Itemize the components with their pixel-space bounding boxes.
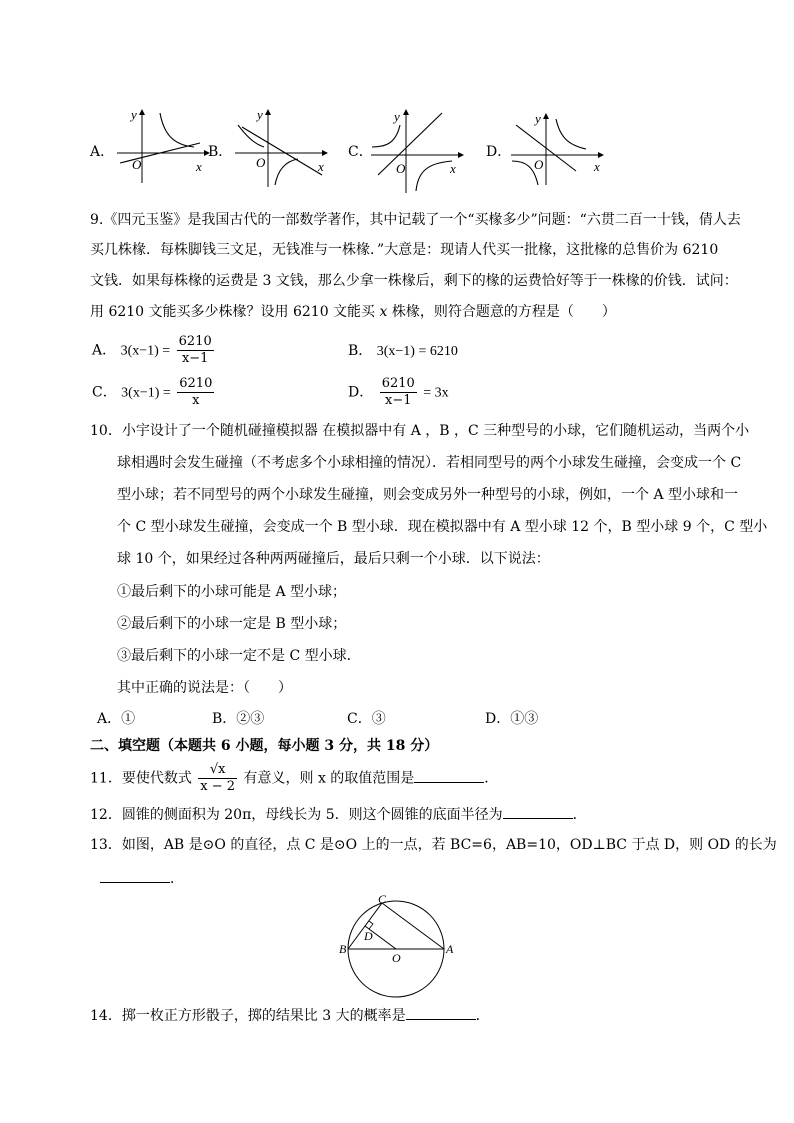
q10-line1: 10．小宇设计了一个随机碰撞模拟器 在模拟器中有 A ，B ，C 三种型号的小球，它们随机运动，当两个小 <box>90 423 750 439</box>
graph-option-b <box>230 105 330 189</box>
graph-option-b-x: x <box>318 159 324 174</box>
q10-line4: 个 C 型小球发生碰撞，会变成一个 B 型小球．现在模拟器中有 A 型小球 12 个，B 型小球 9 个，C 型小 <box>117 519 768 535</box>
q13-label-d: D <box>364 929 373 943</box>
q9-option-d-fraction <box>380 376 417 409</box>
q13-circle-figure <box>336 892 460 1000</box>
q10-line2: 球相遇时会发生碰撞（不考虑多个小球相撞的情况）．若相同型号的两个小球发生碰撞，会变成一个 C <box>117 455 742 471</box>
q9-option-b <box>348 342 458 361</box>
graph-option-a <box>112 105 212 185</box>
q12-text: 12．圆锥的侧面积为 20π，母线长为 5．则这个圆锥的底面半径为 <box>90 807 503 823</box>
q9-option-a-fraction <box>177 334 214 367</box>
graph-option-d-x: x <box>594 159 600 174</box>
q9-option-c-label: C． <box>92 384 117 401</box>
graph-option-d-label: D． <box>486 144 512 160</box>
q11-answer-blank[interactable] <box>414 768 484 783</box>
section-heading: 二、填空题（本题共 6 小题，每小题 3 分，共 18 分） <box>90 738 439 754</box>
graph-option-a-y: y <box>131 107 137 122</box>
q9-option-b-expr: 3(x−1) = 6210 <box>376 344 458 359</box>
q9-option-a <box>92 334 216 367</box>
q9-option-a-num: 6210 <box>178 334 212 349</box>
q13-label-b: B <box>339 942 347 956</box>
q11 <box>90 762 498 795</box>
q13-line2 <box>100 868 184 888</box>
q10-option-a: A．① <box>97 711 136 727</box>
q13-answer-blank[interactable] <box>100 868 170 883</box>
graph-option-c-o: O <box>396 161 406 176</box>
q9-line1: 9.《四元玉鉴》是我国古代的一部数学著作，其中记载了一个“买椽多少”问题：“六贯二百一十钱，倩人去 <box>90 212 741 228</box>
graph-option-b-y: y <box>257 107 263 122</box>
q9-option-d <box>348 376 449 409</box>
q14-text: 14．掷一枚正方形骰子，掷的结果比 3 大的概率是 <box>90 1008 406 1024</box>
q9-option-c-left: 3(x−1) = <box>121 385 171 401</box>
q10-ask: 其中正确的说法是：（ ） <box>117 680 292 696</box>
q14 <box>90 1005 490 1025</box>
graph-option-c-label: C． <box>348 144 373 160</box>
graph-option-b-o: O <box>256 155 266 170</box>
q9-option-a-den: x−1 <box>181 351 209 366</box>
q9-option-c <box>92 376 216 409</box>
graph-option-c-y: y <box>394 109 400 124</box>
q9-line2: 买几株椽．每株脚钱三文足，无钱准与一株椽．”大意是：现请人代买一批椽，这批椽的总售价为 6210 <box>90 242 719 258</box>
q9-line3: 文钱．如果每株椽的运费是 3 文钱，那么少拿一株椽后，剩下的椽的运费恰好等于一株椽的价钱．试问： <box>90 273 738 289</box>
q10-statement-1: ①最后剩下的小球可能是 A 型小球； <box>117 584 347 600</box>
q13-label-o: O <box>392 951 401 965</box>
q10-option-c: C．③ <box>347 711 386 727</box>
q11-den: x − 2 <box>200 779 236 794</box>
q9-option-a-left: 3(x−1) = <box>120 343 171 359</box>
q13-line1: 13．如图，AB 是⊙O 的直径，点 C 是⊙O 上的一点，若 BC=6，AB=10，OD⊥BC 于点 D，则 OD 的长为 <box>90 837 777 853</box>
q9-option-c-fraction <box>177 376 214 409</box>
q14-answer-blank[interactable] <box>406 1005 476 1020</box>
graph-option-b-label: B． <box>208 144 233 160</box>
q11-num: √x <box>198 762 237 779</box>
graph-option-c <box>366 105 466 195</box>
q9-line4b: 株椽，则符合题意的方程是（ ） <box>387 304 616 320</box>
q12-answer-blank[interactable] <box>503 804 573 819</box>
q13-label-c: C <box>378 892 387 906</box>
graph-option-a-label: A． <box>90 144 115 160</box>
q14-end: ． <box>475 1008 490 1024</box>
q9-option-a-label: A． <box>92 342 117 359</box>
q11-mid: 有意义，则 x 的取值范围是 <box>243 770 415 787</box>
graph-option-d <box>506 109 606 189</box>
q9-line4a: 用 6210 文能买多少株椽？设用 6210 文能买 <box>90 304 380 320</box>
q10-statement-3: ③最后剩下的小球一定不是 C 型小球． <box>117 648 361 664</box>
q9-line4 <box>90 303 616 321</box>
q9-option-d-label: D． <box>348 384 374 401</box>
q9-option-b-label: B． <box>348 343 373 359</box>
q11-fraction <box>198 762 237 795</box>
q13-label-a: A <box>446 942 454 956</box>
graph-option-a-x: x <box>196 159 202 174</box>
graph-option-d-o: O <box>534 157 544 172</box>
q12 <box>90 804 587 824</box>
q10-line5: 球 10 个，如果经过各种两两碰撞后，最后只剩一个小球．以下说法： <box>117 551 550 567</box>
q9-var: x <box>379 304 388 320</box>
q12-end: ． <box>572 807 587 823</box>
q9-option-d-right: = 3x <box>423 385 449 401</box>
q11-pre: 11．要使代数式 <box>90 770 192 787</box>
q10-option-b: B．②③ <box>212 711 265 727</box>
graph-option-a-o: O <box>132 157 142 172</box>
graph-options-row <box>90 105 610 195</box>
q13-end: ． <box>170 871 184 887</box>
graph-option-c-x: x <box>450 161 456 176</box>
q9-option-d-den: x−1 <box>384 393 412 408</box>
q10-option-d: D．①③ <box>485 711 539 727</box>
q9-option-c-num: 6210 <box>179 376 213 391</box>
q9-option-c-den: x <box>192 393 200 408</box>
q9-option-d-num: 6210 <box>381 376 415 391</box>
graph-option-d-y: y <box>535 111 541 126</box>
q11-end: ． <box>484 770 499 787</box>
q10-line3: 型小球；若不同型号的两个小球发生碰撞，则会变成另外一种型号的小球，例如，一个 A 型小球和一 <box>117 487 739 503</box>
q10-statement-2: ②最后剩下的小球一定是 B 型小球； <box>117 616 347 632</box>
